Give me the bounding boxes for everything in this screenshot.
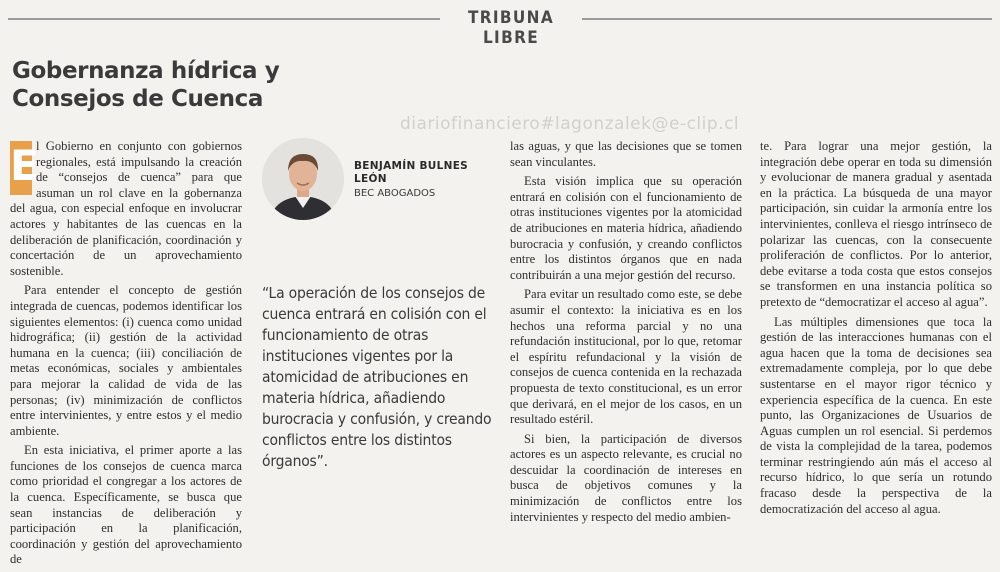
paragraph-text: l Gobierno en conjunto con gobiernos regionales, está impulsando la creación de “consejos de cuenca” para que asuman un rol clave en la gobernanza del agua, con especial enfoque en involucrar actores y habitantes de las cuencas en la deliberación de planificación, coordinación y concertación de un aprovechamiento sostenible.	[10, 139, 242, 278]
paragraph: Esta visión implica que su operación entrará en colisión con el funcionamiento de otras instituciones vigentes por la atomicidad de atribuciones en materia hídrica, añadiendo burocracia y confusión, y creando conflictos entre los distintos órganos que en nada contribuirán a una mejor gestión del recurso.	[510, 174, 742, 282]
paragraph: Si bien, la participación de diversos actores es un aspecto relevante, es crucial no descuidar la coordinación de intereses en busca de objetivos comunes y la minimización de conflictos entre los intervinientes y respecto del medio ambien-	[510, 431, 742, 524]
author-portrait-icon	[262, 138, 344, 220]
article-title: Gobernanza hídrica y Consejos de Cuenca	[12, 58, 280, 112]
paragraph: Para evitar un resultado como este, se debe asumir el contexto: la iniciativa es en los hechos una reforma parcial y no una refundación institucional, por lo que, retomar el espíritu refundacional y la visión de consejos de cuenca contenida en la rechazada propuesta de texto constitucional, es un error que derivará, en el mejor de los casos, en un resultado estéril.	[510, 287, 742, 427]
pull-quote: “La operación de los consejos de cuenca entrará en colisión con el funcionamiento de otras instituciones vigentes por la atomicidad de atribuciones en materia hídrica, añadiendo burocracia y confusión, y creando conflictos entre los distintos órganos”.	[262, 284, 492, 470]
paragraph	[10, 139, 242, 279]
article-column-4	[760, 139, 992, 521]
author-photo	[262, 138, 344, 220]
paragraph: las aguas, y que las decisiones que se tomen sean vinculantes.	[510, 139, 742, 169]
article-column-3	[510, 139, 742, 529]
header-rule-right	[582, 18, 992, 20]
paragraph: Para entender el concepto de gestión integrada de cuencas, podemos identificar los siguientes elementos: (i) cuenca como unidad hidrográfica; (ii) gestión de la actividad humana en la cuenca; (iii) conciliación de metas económicas, sociales y ambientales para mejorar la calidad de vida de las personas; (iv) minimización de conflictos entre intervinientes, y entre estos y el medio ambiente.	[10, 283, 242, 438]
author-name: BENJAMÍN BULNES LEÓN	[354, 160, 469, 185]
dropcap: E	[10, 141, 32, 195]
paragraph: te. Para lograr una mejor gestión, la integración debe operar en toda su dimensión y evolucionar de manera gradual y asentada en la práctica. La búsqueda de una mayor participación, sin cuidar la armonía entre los intervinientes, conlleva el riesgo intrínseco de polarizar las cuencas, con la consecuente proliferación de conflictos. Por lo anterior, debe evitarse a toda costa que estos consejos se transformen en una instancia política so pretexto de “democratizar el acceso al agua”.	[760, 139, 992, 309]
paragraph: Las múltiples dimensiones que toca la gestión de las interacciones humanas con el agua hacen que la toma de decisiones sea extremadamente compleja, por lo que debe sustentarse en el mayor rigor técnico y experiencia específica de la cuenca. En este punto, las Organizaciones de Usuarios de Aguas cumplen un rol esencial. Si perdemos de vista la complejidad de la tarea, podemos terminar restringiendo aún más el acceso al recurso hídrico, lo que sería un rotundo fracaso desde la perspectiva de la democratización del acceso al agua.	[760, 314, 992, 516]
watermark: diariofinanciero#lagonzalek@e-clip.cl	[400, 114, 740, 134]
section-label: TRIBUNA LIBRE	[467, 8, 555, 48]
paragraph: En esta iniciativa, el primer aporte a las funciones de los consejos de cuenca marca como prioridad el congregar a los actores de la cuenca. Específicamente, se busca que sean instancias de deliberación y participación en la planificación, coordinación y gestión del aprovechamiento de	[10, 443, 242, 567]
author-role: BEC ABOGADOS	[354, 188, 436, 199]
article-column-1	[10, 139, 242, 572]
header-rule-left	[8, 18, 440, 20]
